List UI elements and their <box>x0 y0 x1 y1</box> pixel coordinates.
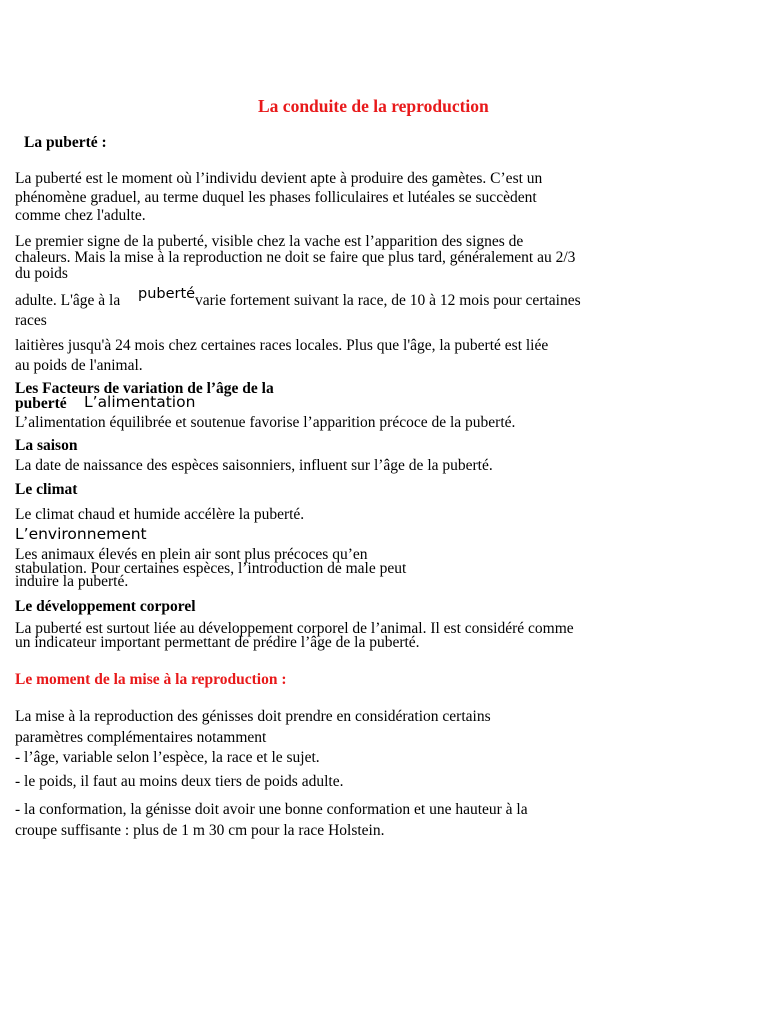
list-item: - le poids, il faut au moins deux tiers de poids adulte. <box>15 773 344 790</box>
text-line: un indicateur important permettant de prédire l’âge de la puberté. <box>15 634 420 651</box>
text-line: chaleurs. Mais la mise à la reproduction ne doit se faire que plus tard, généralement au 2/3 <box>15 249 576 266</box>
factors-heading-line: puberté <box>15 395 67 412</box>
text-line: Les animaux élevés en plein air sont plus précoces qu’en <box>15 546 368 563</box>
text-line: croupe suffisante : plus de 1 m 30 cm pour la race Holstein. <box>15 822 385 839</box>
text-line: La mise à la reproduction des génisses doit prendre en considération certains <box>15 708 491 725</box>
list-item: - l’âge, variable selon l’espèce, la race et le sujet. <box>15 749 320 766</box>
subheading-alimentation: L’alimentation <box>84 393 196 411</box>
factors-heading-line: Les Facteurs de variation de l’âge de la <box>15 380 274 397</box>
superscript-word: puberté <box>138 286 196 302</box>
text-line: induire la puberté. <box>15 573 129 590</box>
section-heading-reproduction: Le moment de la mise à la reproduction : <box>15 671 287 688</box>
subheading-environnement: L’environnement <box>15 525 147 543</box>
subheading-developpement: Le développement corporel <box>15 598 196 615</box>
text-line: paramètres complémentaires notamment <box>15 729 267 746</box>
climat-text: Le climat chaud et humide accélère la puberté. <box>15 506 305 523</box>
text-line: La puberté est surtout liée au développement corporel de l’animal. Il est considéré comme <box>15 620 574 637</box>
text-line: - la conformation, la génisse doit avoir une bonne conformation et une hauteur à la <box>15 801 528 818</box>
saison-text: La date de naissance des espèces saisonniers, influent sur l’âge de la puberté. <box>15 457 493 474</box>
text-line: La puberté est le moment où l’individu devient apte à produire des gamètes. C’est un <box>15 170 543 187</box>
text-line: varie fortement suivant la race, de 10 à 12 mois pour certaines <box>195 292 581 309</box>
section-heading-puberte: La puberté : <box>24 134 107 151</box>
text-line: au poids de l'animal. <box>15 357 143 374</box>
page-title: La conduite de la reproduction <box>258 96 489 116</box>
subheading-climat: Le climat <box>15 481 78 498</box>
text-line: comme chez l'adulte. <box>15 207 146 224</box>
text-line: phénomène graduel, au terme duquel les phases folliculaires et lutéales se succèdent <box>15 189 537 206</box>
alimentation-text: L’alimentation équilibrée et soutenue favorise l’apparition précoce de la puberté. <box>15 414 516 431</box>
subheading-saison: La saison <box>15 437 78 454</box>
text-line: du poids <box>15 265 68 282</box>
text-line: Le premier signe de la puberté, visible chez la vache est l’apparition des signes de <box>15 233 524 250</box>
text-line: adulte. L'âge à la <box>15 292 121 309</box>
text-line: stabulation. Pour certaines espèces, l’introduction de male peut <box>15 560 407 577</box>
text-line: laitières jusqu'à 24 mois chez certaines races locales. Plus que l'âge, la puberté est liée <box>15 337 549 354</box>
text-line: races <box>15 312 47 329</box>
